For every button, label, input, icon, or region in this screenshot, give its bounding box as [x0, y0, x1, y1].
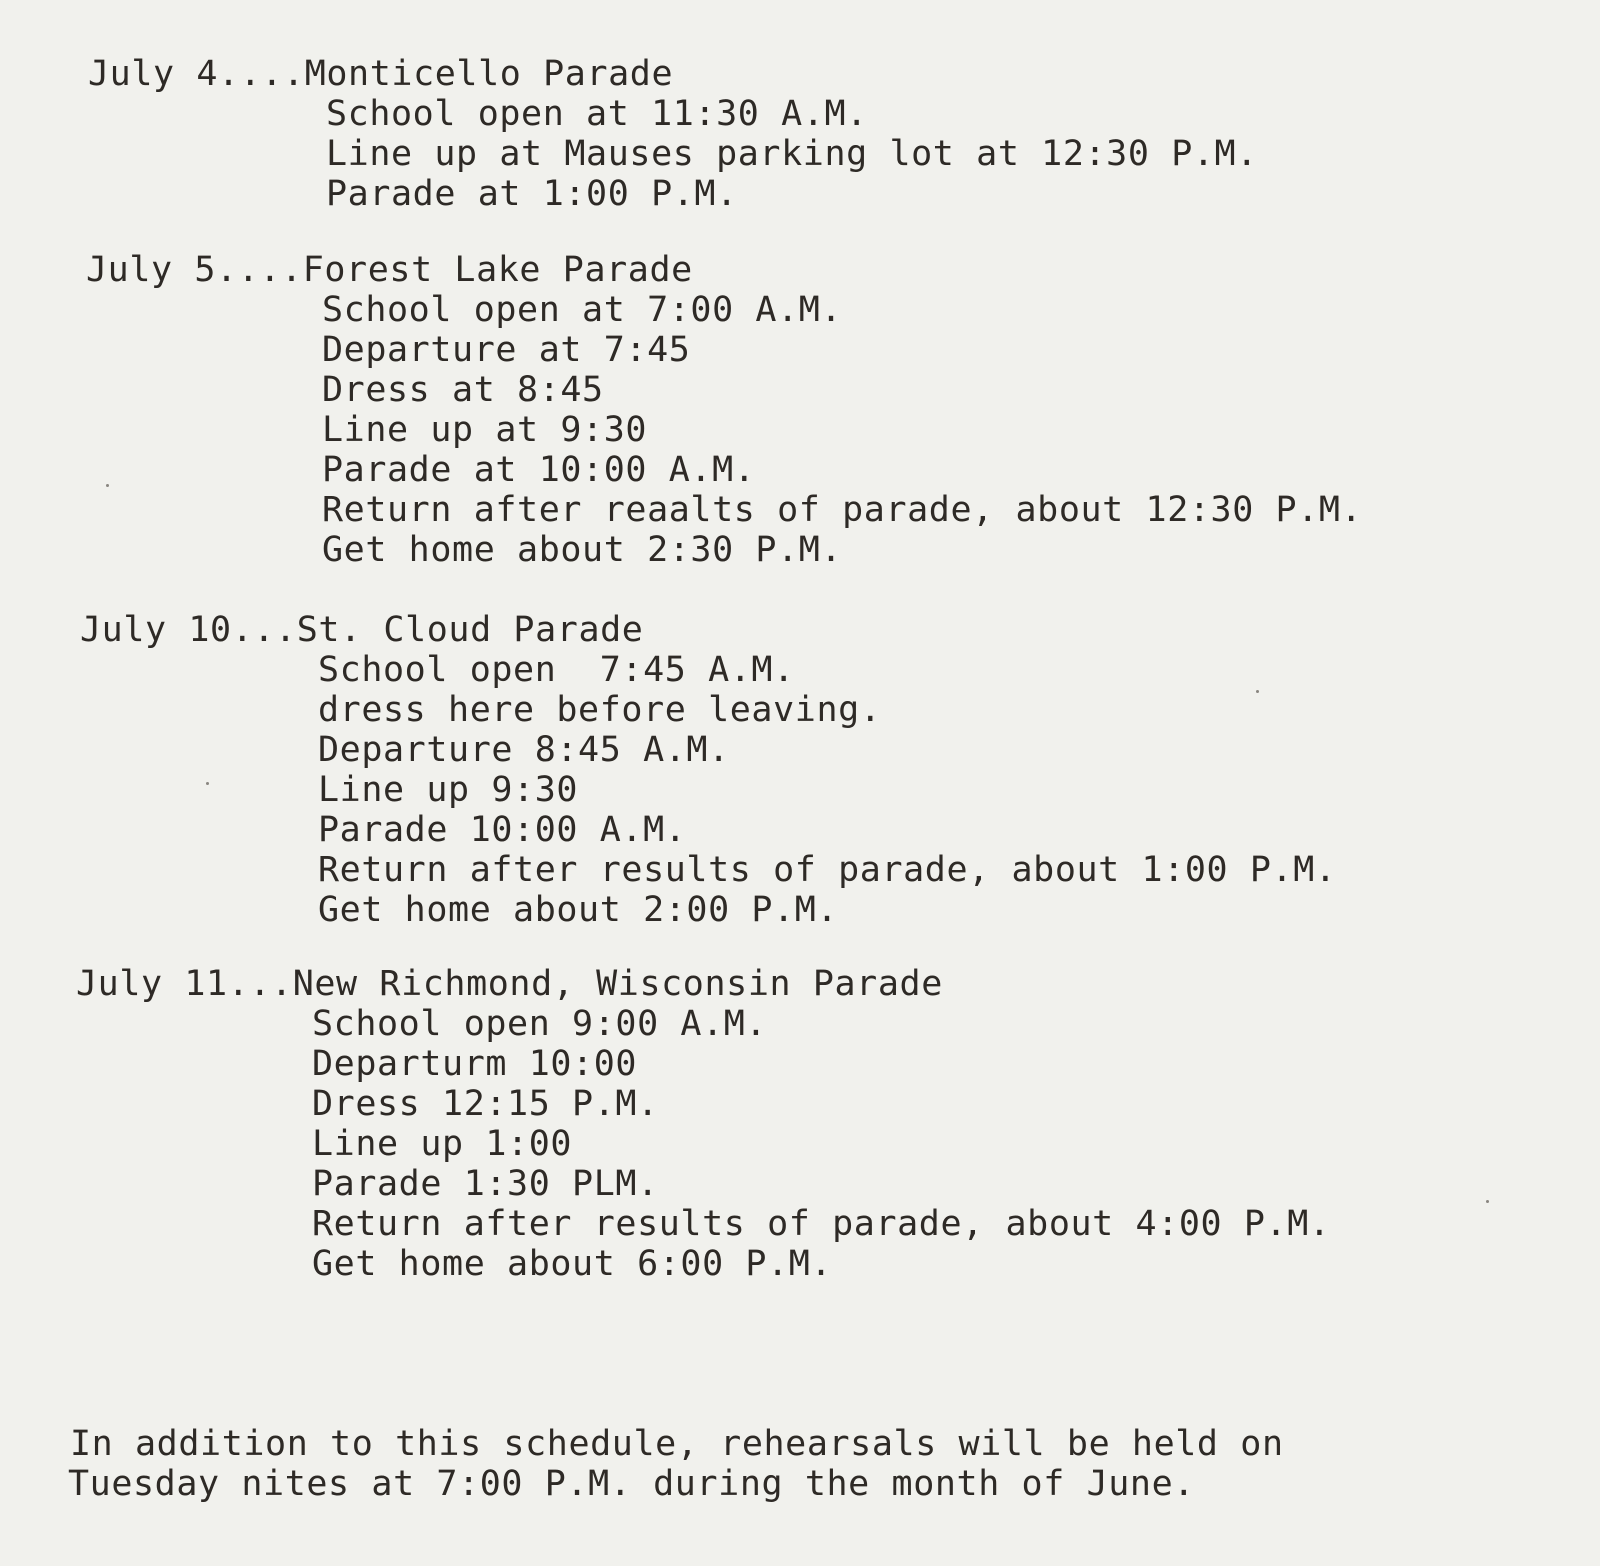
event-line: Line up at Mauses parking lot at 12:30 P.M. [326, 134, 1258, 174]
event-line: Dress 12:15 P.M. [312, 1084, 659, 1124]
event-heading: July 5....Forest Lake Parade [86, 250, 693, 290]
event-line: Parade at 10:00 A.M. [322, 450, 756, 490]
event-line: School open 9:00 A.M. [312, 1004, 768, 1044]
event-line: dress here before leaving. [318, 690, 882, 730]
event-line: Line up 1:00 [312, 1124, 573, 1164]
event-line: Parade 1:30 PLM. [312, 1164, 659, 1204]
event-line: Departurm 10:00 [312, 1044, 638, 1084]
paper-speck [1486, 1200, 1489, 1203]
event-heading: July 11...New Richmond, Wisconsin Parade [76, 964, 943, 1004]
event-line: Return after reaalts of parade, about 12:30 P.M. [322, 490, 1363, 530]
event-line: Get home about 6:00 P.M. [312, 1244, 833, 1284]
event-line: Return after results of parade, about 4:00 P.M. [312, 1204, 1331, 1244]
event-heading: July 4....Monticello Parade [88, 54, 674, 94]
paper-speck [106, 484, 109, 487]
closing-note-line: Tuesday nites at 7:00 P.M. during the month of June. [68, 1464, 1195, 1504]
event-line: Line up 9:30 [318, 770, 579, 810]
event-heading: July 10...St. Cloud Parade [80, 610, 644, 650]
event-line: School open 7:45 A.M. [318, 650, 795, 690]
event-line: Line up at 9:30 [322, 410, 648, 450]
event-line: Departure at 7:45 [322, 330, 691, 370]
event-line: Dress at 8:45 [322, 370, 604, 410]
event-line: Departure 8:45 A.M. [318, 730, 730, 770]
event-line: School open at 11:30 A.M. [326, 94, 868, 134]
event-line: Get home about 2:00 P.M. [318, 890, 839, 930]
event-line: Get home about 2:30 P.M. [322, 530, 843, 570]
event-line: Parade at 1:00 P.M. [326, 174, 738, 214]
paper-speck [206, 782, 209, 785]
paper-speck [1256, 690, 1259, 693]
event-line: Parade 10:00 A.M. [318, 810, 687, 850]
event-line: Return after results of parade, about 1:00 P.M. [318, 850, 1337, 890]
event-line: School open at 7:00 A.M. [322, 290, 843, 330]
closing-note-line: In addition to this schedule, rehearsals will be held on [70, 1424, 1284, 1464]
